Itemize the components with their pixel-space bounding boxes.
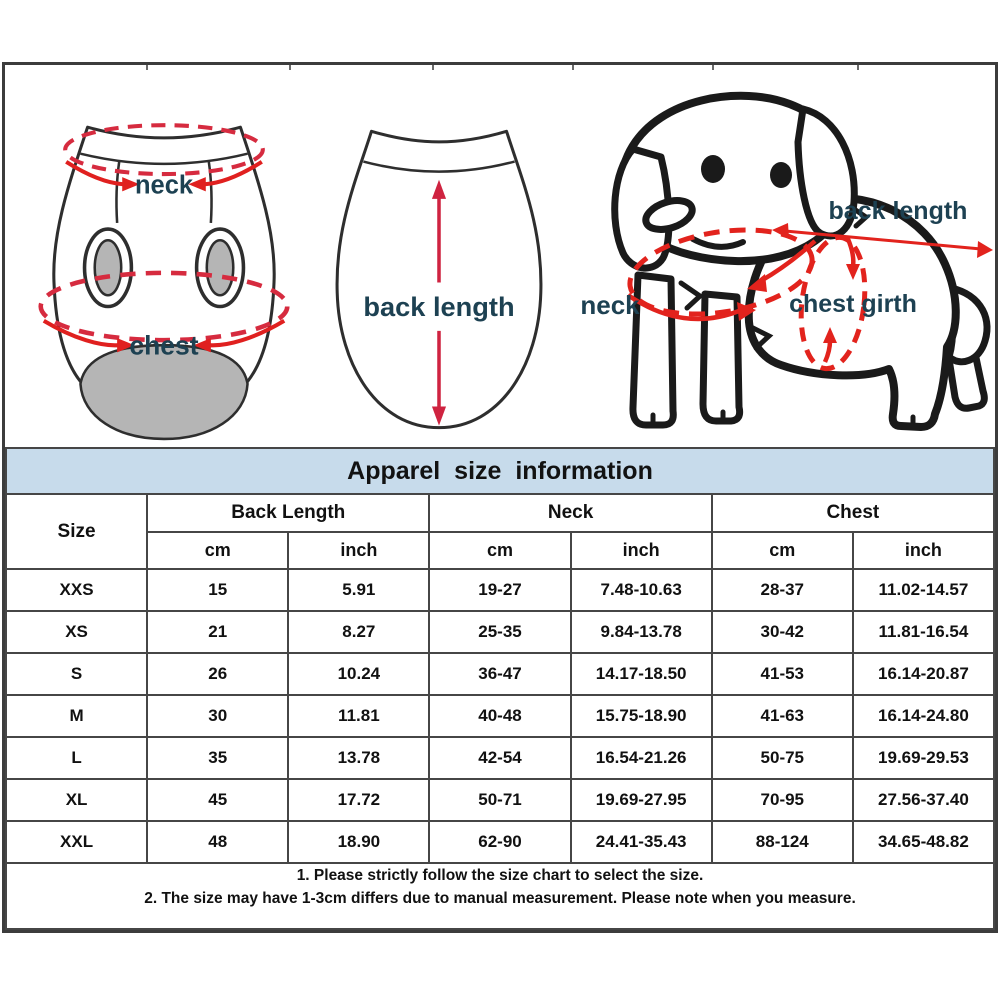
value-cell: 15.75-18.90: [571, 695, 712, 737]
value-cell: 11.02-14.57: [853, 569, 994, 611]
value-cell: 26: [147, 653, 288, 695]
value-cell: 28-37: [712, 569, 853, 611]
unit-header: inch: [853, 532, 994, 569]
measurement-diagrams: [5, 65, 995, 447]
col-group-back-length: Back Length: [147, 494, 429, 532]
note-1: 1. Please strictly follow the size chart to select the size.: [296, 867, 704, 884]
size-cell: S: [6, 653, 147, 695]
value-cell: 50-71: [429, 779, 570, 821]
neck-label: neck: [134, 171, 194, 200]
value-cell: 42-54: [429, 737, 570, 779]
size-cell: M: [6, 695, 147, 737]
size-cell: XXL: [6, 821, 147, 863]
table-row: [6, 821, 994, 863]
dog-chest-girth-label: chest girth: [789, 290, 917, 318]
value-cell: 8.27: [288, 611, 429, 653]
table-title: Apparel size information: [6, 448, 994, 494]
value-cell: 45: [147, 779, 288, 821]
value-cell: 35: [147, 737, 288, 779]
value-cell: 70-95: [712, 779, 853, 821]
value-cell: 24.41-35.43: [571, 821, 712, 863]
value-cell: 21: [147, 611, 288, 653]
size-cell: XL: [6, 779, 147, 821]
value-cell: 13.78: [288, 737, 429, 779]
value-cell: 19.69-27.95: [571, 779, 712, 821]
notes-cell: [6, 863, 994, 929]
back-length-label: back length: [363, 290, 515, 322]
value-cell: 41-53: [712, 653, 853, 695]
dog-neck-label: neck: [580, 290, 640, 320]
arrowhead: [977, 241, 993, 258]
column-tick: [289, 65, 291, 70]
value-cell: 19-27: [429, 569, 570, 611]
table-row: [6, 653, 994, 695]
value-cell: 25-35: [429, 611, 570, 653]
value-cell: 50-75: [712, 737, 853, 779]
chest-label: chest: [129, 330, 199, 361]
table-row: [6, 695, 994, 737]
value-cell: 30-42: [712, 611, 853, 653]
value-cell: 9.84-13.78: [571, 611, 712, 653]
value-cell: 11.81: [288, 695, 429, 737]
table-row: [6, 569, 994, 611]
value-cell: 7.48-10.63: [571, 569, 712, 611]
value-cell: 14.17-18.50: [571, 653, 712, 695]
value-cell: 27.56-37.40: [853, 779, 994, 821]
col-header-size: Size: [6, 494, 147, 569]
value-cell: 10.24: [288, 653, 429, 695]
unit-header: cm: [429, 532, 570, 569]
value-cell: 11.81-16.54: [853, 611, 994, 653]
back-garment-diagram: [313, 123, 565, 441]
table-row: [6, 611, 994, 653]
value-cell: 19.69-29.53: [853, 737, 994, 779]
value-cell: 41-63: [712, 695, 853, 737]
dog-back-length-label: back length: [828, 197, 968, 225]
col-group-neck: Neck: [429, 494, 711, 532]
size-cell: XXS: [6, 569, 147, 611]
table-row: [6, 779, 994, 821]
unit-header: cm: [147, 532, 288, 569]
size-table: [5, 447, 995, 930]
value-cell: 62-90: [429, 821, 570, 863]
value-cell: 30: [147, 695, 288, 737]
unit-header: inch: [571, 532, 712, 569]
value-cell: 16.14-20.87: [853, 653, 994, 695]
table-row: [6, 737, 994, 779]
size-cell: L: [6, 737, 147, 779]
value-cell: 48: [147, 821, 288, 863]
value-cell: 16.54-21.26: [571, 737, 712, 779]
value-cell: 5.91: [288, 569, 429, 611]
value-cell: 36-47: [429, 653, 570, 695]
value-cell: 15: [147, 569, 288, 611]
dog-measurement-diagram: [553, 69, 993, 443]
unit-header: inch: [288, 532, 429, 569]
column-tick: [146, 65, 148, 70]
dog-eye: [701, 155, 725, 183]
value-cell: 17.72: [288, 779, 429, 821]
note-2: 2. The size may have 1-3cm differs due to manual measurement. Please note when you measure.: [144, 890, 856, 908]
size-cell: XS: [6, 611, 147, 653]
value-cell: 88-124: [712, 821, 853, 863]
value-cell: 34.65-48.82: [853, 821, 994, 863]
value-cell: 16.14-24.80: [853, 695, 994, 737]
col-group-chest: Chest: [712, 494, 994, 532]
dog-eye: [770, 162, 792, 188]
value-cell: 40-48: [429, 695, 570, 737]
chart-panel: [2, 62, 998, 933]
value-cell: 18.90: [288, 821, 429, 863]
unit-header: cm: [712, 532, 853, 569]
front-garment-diagram: [21, 117, 307, 443]
column-tick: [432, 65, 434, 70]
